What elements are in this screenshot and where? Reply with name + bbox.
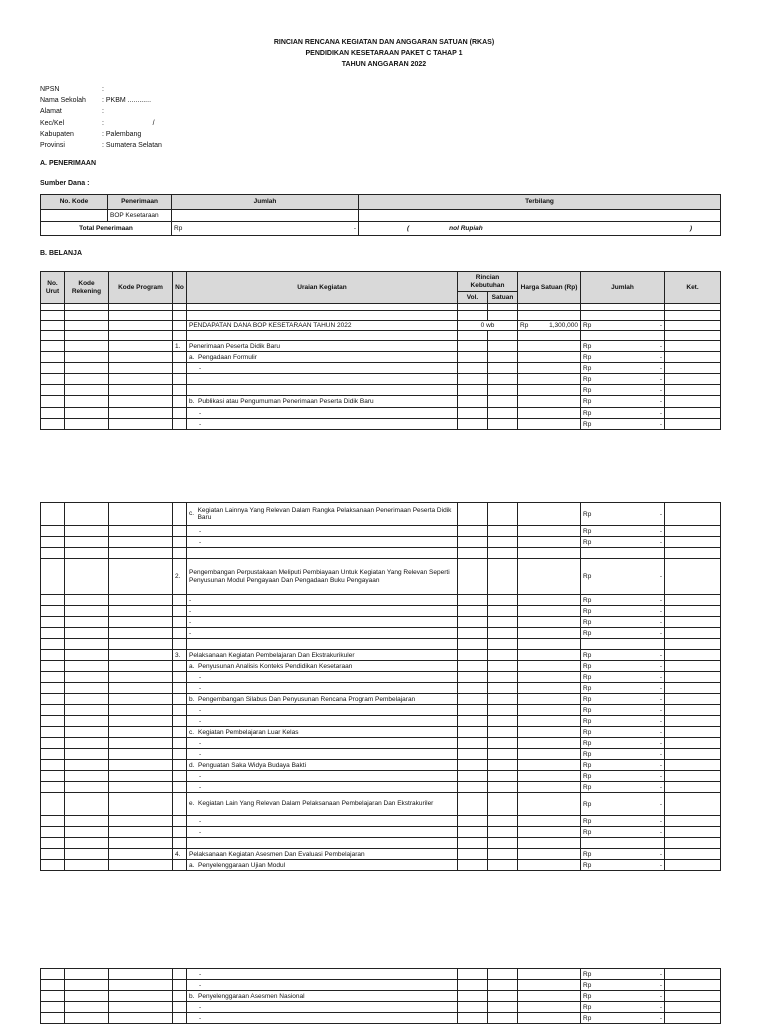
uraian-pengadaan-formulir: Pengadaan Formulir (198, 353, 257, 361)
uraian-kegiatan-lain-pembelajaran: Kegiatan Lain Yang Relevan Dalam Pelaksanaan Pembelajaran Dan Ekstrakuriler (198, 800, 434, 808)
header-no-urut: No. Urut (41, 272, 65, 304)
header-terbilang: Terbilang (359, 195, 721, 210)
uraian-penerimaan-peserta-didik: Penerimaan Peserta Didik Baru (187, 341, 458, 352)
uraian-publikasi: Publikasi atau Pengumuman Penerimaan Peserta Didik Baru (198, 398, 374, 405)
table-row: 2. Pengembangan Perpustakaan Meliputi Pembiayaan Untuk Kegiatan Yang Relevan Seperti Penyusunan Modul Pengayaan Dan Pengadaan Buku Pengayaan Rp - (41, 559, 721, 595)
table-row: 1. Penerimaan Peserta Didik Baru Rp - (41, 341, 721, 352)
header-kode-program: Kode Program (109, 272, 173, 304)
table-row: - Rp - (41, 526, 721, 537)
table-row: - Rp - (41, 1013, 721, 1024)
header-vol: Vol. (458, 292, 488, 304)
total-terbilang: ( nol Rupiah ) (359, 222, 721, 236)
table-row: - Rp - (41, 782, 721, 793)
info-provinsi: Provinsi : Sumatera Selatan (40, 142, 162, 150)
total-penerimaan-label: Total Penerimaan (41, 222, 172, 236)
report-year: TAHUN ANGGARAN 2022 (341, 61, 427, 68)
section-belanja-title: B. BELANJA (40, 250, 83, 257)
table-row: b. Pengembangan Silabus Dan Penyusunan Rencana Program Pembelajaran Rp - (41, 694, 721, 705)
pendapatan-jumlah: Rp - (581, 321, 665, 331)
table-row: - Rp - (41, 537, 721, 548)
uraian-pelaksanaan-pembelajaran: Pelaksanaan Kegiatan Pembelajaran Dan Ekstrakurikuler (187, 650, 458, 661)
pendapatan-label: PENDAPATAN DANA BOP KESETARAAN TAHUN 2022 (187, 321, 458, 331)
table-row: - Rp - (41, 606, 721, 617)
table-row: a. Penyelenggaraan Ujian Modul Rp - (41, 860, 721, 871)
header-uraian: Uraian Kegiatan (187, 272, 458, 304)
report-subtitle: PENDIDIKAN KESETARAAN PAKET C TAHAP 1 (305, 50, 463, 57)
uraian-ujian-modul: Penyelenggaraan Ujian Modul (198, 861, 286, 869)
table-row: - Rp - (41, 827, 721, 838)
info-nama-sekolah: Nama Sekolah : PKBM ............ (40, 97, 152, 105)
school-info (40, 84, 162, 151)
table-row: b. Publikasi atau Pengumuman Penerimaan Peserta Didik Baru Rp - (41, 396, 721, 408)
table-row: a. Pengadaan Formulir Rp - (41, 352, 721, 363)
table-row: - Rp - (41, 419, 721, 430)
uraian-kegiatan-lainnya-ppdb: Kegiatan Lainnya Yang Relevan Dalam Rangka Pelaksanaan Penerimaan Peserta Didik Baru (197, 506, 452, 521)
table-row: - Rp - (41, 672, 721, 683)
header-rincian: Rincian Kebutuhan (458, 272, 518, 292)
belanja-table-2 (40, 502, 721, 871)
table-row: - Rp - (41, 683, 721, 694)
header-jumlah: Jumlah (581, 272, 665, 304)
table-row: - Rp - (41, 408, 721, 419)
table-row: - Rp - (41, 816, 721, 827)
table-row: - Rp - (41, 1002, 721, 1013)
penerimaan-table (40, 194, 721, 236)
uraian-analisis-konteks: Penyusunan Analisis Konteks Pendidikan Kesetaraan (198, 662, 353, 670)
section-penerimaan-title: A. PENERIMAAN (40, 160, 97, 167)
uraian-pengembangan-perpustakaan: Pengembangan Perpustakaan Meliputi Pembiayaan Untuk Kegiatan Yang Relevan Seperti Penyusunan Modul Pengayaan Dan Pengadaan Buku Pengayaan (187, 559, 458, 595)
table-row: 4. Pelaksanaan Kegiatan Asesmen Dan Evaluasi Pembelajaran Rp - (41, 849, 721, 860)
uraian-luar-kelas: Kegiatan Pembelajaran Luar Kelas (198, 728, 299, 736)
table-row: a. Penyusunan Analisis Konteks Pendidikan Kesetaraan Rp - (41, 661, 721, 672)
table-row: - Rp - (41, 595, 721, 606)
header-satuan: Satuan (488, 292, 518, 304)
table-row: c. Kegiatan Lainnya Yang Relevan Dalam Rangka Pelaksanaan Penerimaan Peserta Didik Baru Rp - (41, 503, 721, 526)
uraian-saka-widya: Penguatan Saka Widya Budaya Bakti (198, 761, 307, 769)
table-row: d. Penguatan Saka Widya Budaya Bakti Rp - (41, 760, 721, 771)
total-penerimaan-amount: Rp - (172, 222, 359, 236)
table-row: - Rp - (41, 738, 721, 749)
pendapatan-volume: 0 wb (458, 321, 518, 331)
sumber-dana-label: Sumber Dana : (40, 180, 90, 187)
header-jumlah: Jumlah (172, 195, 359, 210)
report-title: RINCIAN RENCANA KEGIATAN DAN ANGGARAN SATUAN (RKAS) (273, 39, 495, 46)
belanja-table-1 (40, 271, 721, 430)
table-row: c. Kegiatan Pembelajaran Luar Kelas Rp - (41, 727, 721, 738)
header-harga: Harga Satuan (Rp) (518, 272, 581, 304)
table-row: - Rp - (41, 705, 721, 716)
table-row: - Rp - (41, 628, 721, 639)
table-row: - Rp - (41, 969, 721, 980)
table-row: b. Penyelenggaraan Asesmen Nasional Rp - (41, 991, 721, 1002)
table-row: Rp - (41, 374, 721, 385)
header-kode-rekening: Kode Rekening (65, 272, 109, 304)
header-no-kode: No. Kode (41, 195, 108, 210)
source-bop: BOP Kesetaraan (108, 210, 172, 222)
header-penerimaan: Penerimaan (108, 195, 172, 210)
header-no: No (173, 272, 187, 304)
table-row: - Rp - (41, 617, 721, 628)
info-kec-kel: Kec/Kel : / (40, 119, 155, 127)
table-row: - Rp - (41, 716, 721, 727)
table-row: - Rp - (41, 771, 721, 782)
info-kabupaten: Kabupaten : Palembang (40, 130, 142, 138)
info-alamat: Alamat : (40, 108, 104, 116)
table-row: 3. Pelaksanaan Kegiatan Pembelajaran Dan Ekstrakurikuler Rp - (41, 650, 721, 661)
table-row: Rp - (41, 385, 721, 396)
pendapatan-harga: Rp 1,300,000 (518, 321, 581, 331)
header-ket: Ket. (665, 272, 721, 304)
uraian-asesmen-evaluasi: Pelaksanaan Kegiatan Asesmen Dan Evaluasi Pembelajaran (187, 849, 458, 860)
uraian-silabus: Pengembangan Silabus Dan Penyusunan Rencana Program Pembelajaran (198, 695, 416, 703)
table-row (41, 321, 721, 331)
uraian-asesmen-nasional: Penyelenggaraan Asesmen Nasional (198, 992, 305, 1000)
table-row: - Rp - (41, 749, 721, 760)
table-row: - Rp - (41, 980, 721, 991)
table-row: e. Kegiatan Lain Yang Relevan Dalam Pelaksanaan Pembelajaran Dan Ekstrakuriler Rp - (41, 793, 721, 816)
table-row: - Rp - (41, 363, 721, 374)
belanja-table-3 (40, 968, 721, 1024)
info-npsn: NPSN : (40, 86, 104, 93)
